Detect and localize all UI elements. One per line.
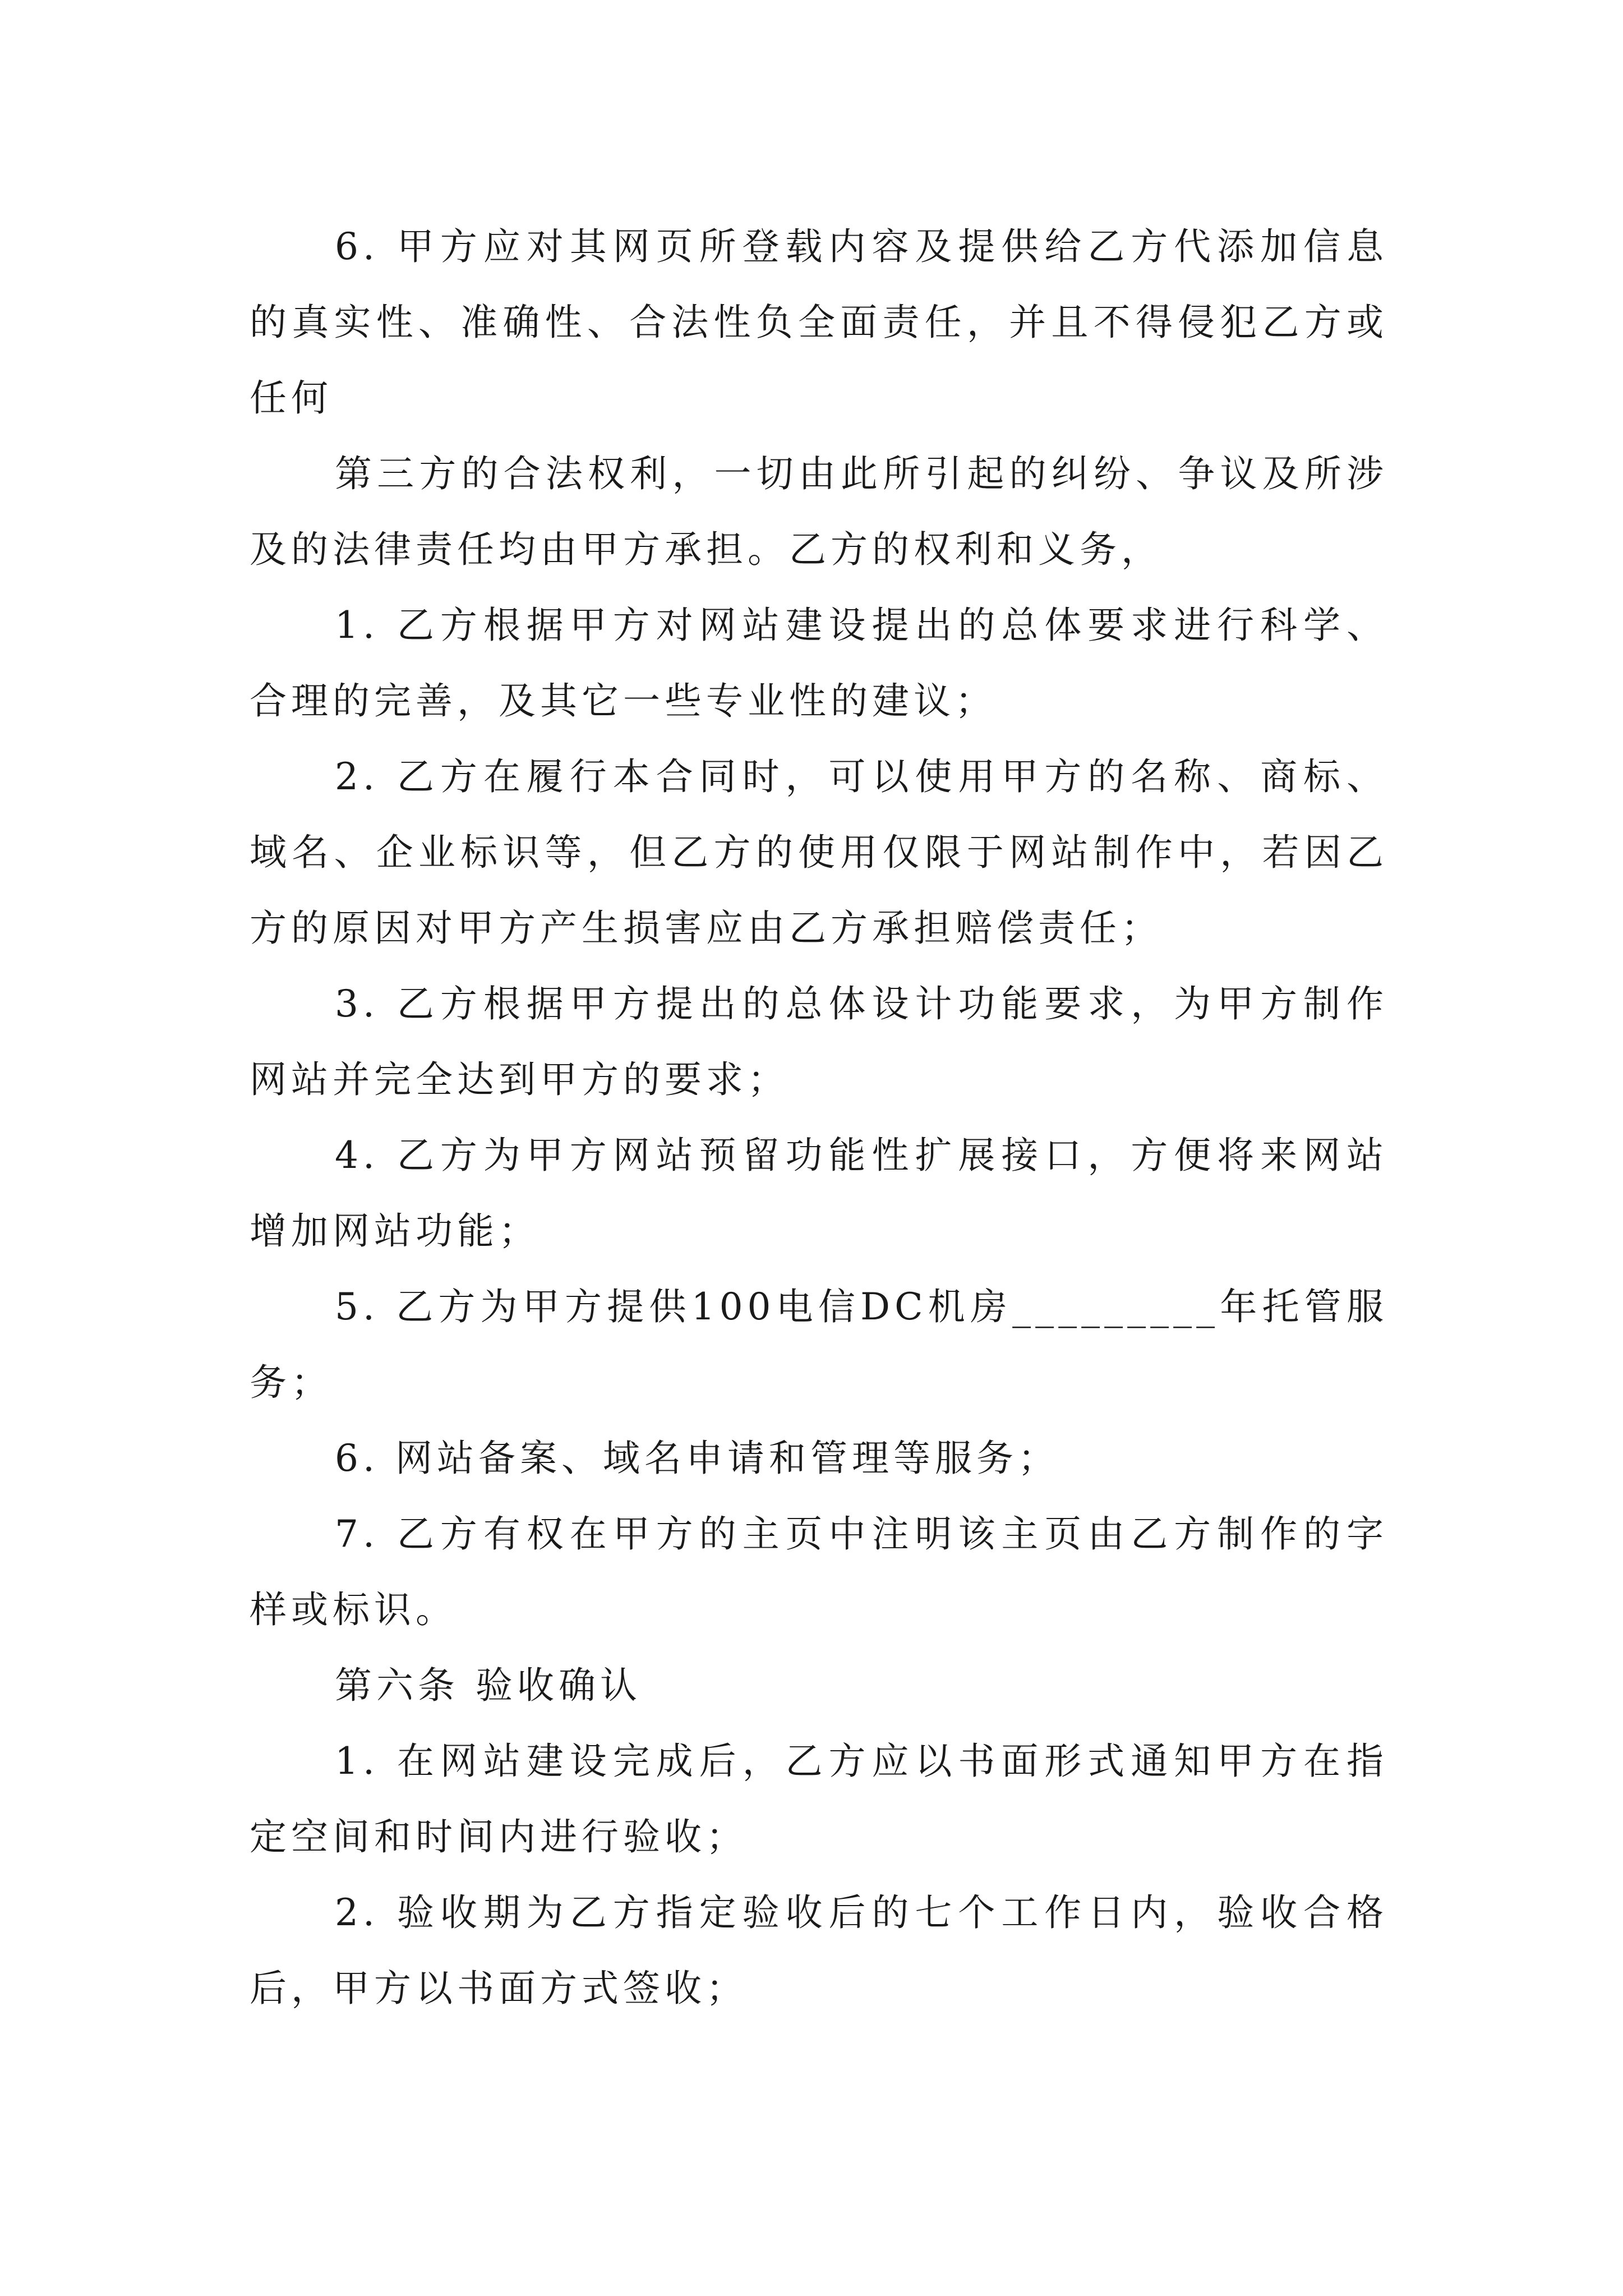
paragraph-acceptance-clause-1: 1. 在网站建设完成后，乙方应以书面形式通知甲方在指定空间和时间内进行验收；: [250, 1740, 1388, 1858]
paragraph-party-a-clause-6: 6. 甲方应对其网页所登载内容及提供给乙方代添加信息的真实性、准确性、合法性负全面责任，并且不得侵犯乙方或任何: [250, 225, 1388, 420]
paragraph-party-b-clause-2: 2. 乙方在履行本合同时，可以使用甲方的名称、商标、域名、企业标识等，但乙方的使用仅限于网站制作中，若因乙方的原因对甲方产生损害应由乙方承担赔偿责任；: [250, 755, 1388, 950]
paragraph-third-party-rights: 第三方的合法权利，一切由此所引起的纠纷、争议及所涉及的法律责任均由甲方承担。乙方的权利和义务，: [250, 452, 1388, 571]
paragraph-party-b-clause-5: 5. 乙方为甲方提供100电信DC机房_________年托管服务；: [250, 1285, 1388, 1404]
paragraph-party-b-clause-7: 7. 乙方有权在甲方的主页中注明该主页由乙方制作的字样或标识。: [250, 1512, 1388, 1631]
paragraph-acceptance-clause-2: 2. 验收期为乙方指定验收后的七个工作日内，验收合格后，甲方以书面方式签收；: [250, 1891, 1388, 2010]
paragraph-party-b-clause-6: 6. 网站备案、域名申请和管理等服务；: [335, 1437, 1059, 1480]
paragraph-party-b-clause-1: 1. 乙方根据甲方对网站建设提出的总体要求进行科学、合理的完善，及其它一些专业性的建议；: [250, 604, 1388, 723]
document-body: [250, 209, 1388, 2026]
section-heading-article-6: 第六条 验收确认: [335, 1664, 642, 1707]
paragraph-party-b-clause-4: 4. 乙方为甲方网站预留功能性扩展接口，方便将来网站增加网站功能；: [250, 1134, 1388, 1253]
paragraph-party-b-clause-3: 3. 乙方根据甲方提出的总体设计功能要求，为甲方制作网站并完全达到甲方的要求；: [250, 982, 1388, 1101]
